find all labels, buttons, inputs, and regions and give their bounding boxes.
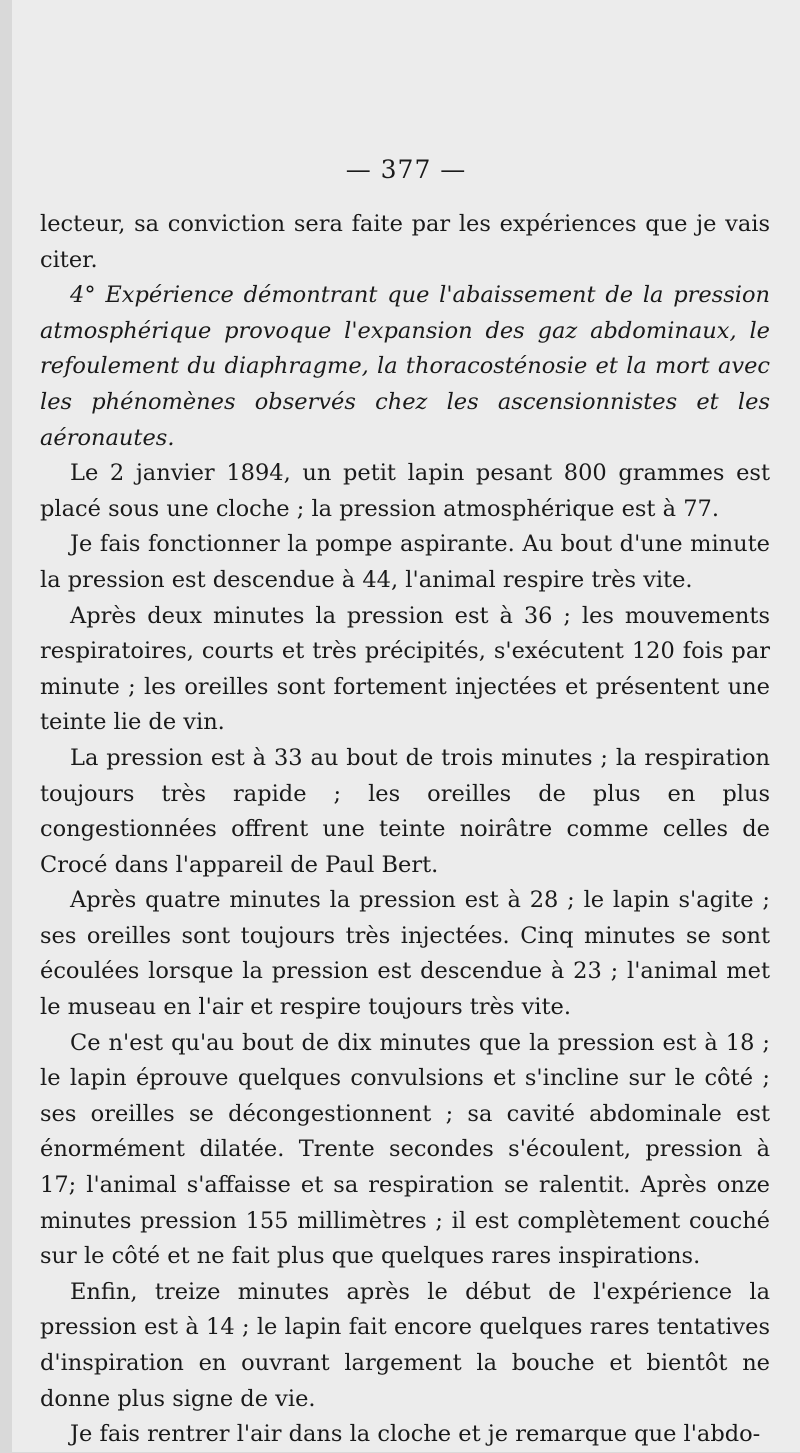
paragraph: Enfin, treize minutes après le début de l'expérience la pression est à 14 ; le lapin fait encore quelques rares tentatives d'inspiration en ouvrant largement la bouche et bientôt ne donne plus signe de vie. bbox=[40, 1278, 770, 1412]
page-number: — 377 — bbox=[345, 155, 467, 184]
paragraph: Je fais rentrer l'air dans la cloche et je remarque que l'abdo- bbox=[70, 1421, 761, 1448]
paragraph: lecteur, sa conviction sera faite par les expériences que je vais citer. bbox=[40, 211, 770, 273]
body-text bbox=[40, 207, 770, 1453]
paragraph: Après quatre minutes la pression est à 28 ; le lapin s'agite ; ses oreilles sont toujours très injectées. Cinq minutes se sont écoulées lorsque la pression est descendue à 23 ; l'animal met le museau en l'air et respire toujours très vite. bbox=[40, 887, 770, 1021]
paragraph: La pression est à 33 au bout de trois minutes ; la respiration toujours très rapide ; les oreilles de plus en plus congestionnées offrent une teinte noirâtre comme celles de Crocé dans l'appareil de Paul Bert. bbox=[40, 744, 770, 878]
paragraph: Le 2 janvier 1894, un petit lapin pesant 800 grammes est placé sous une cloche ; la pression atmosphérique est à 77. bbox=[40, 460, 770, 522]
paragraph: Je fais fonctionner la pompe aspirante. Au bout d'une minute la pression est descendue à 44, l'animal respire très vite. bbox=[40, 531, 770, 593]
paragraph: Ce n'est qu'au bout de dix minutes que la pression est à 18 ; le lapin éprouve quelques convulsions et s'incline sur le côté ; ses oreilles se décongestionnent ; sa cavité abdominale est énormément dilatée. Trente secondes s'écoulent, pression à 17; l'animal s'affaisse et sa respiration se ralentit. Après onze minutes pression 155 millimètres ; il est complètement couché sur le côté et ne fait plus que quelques rares inspirations. bbox=[40, 1029, 770, 1270]
book-page bbox=[12, 0, 800, 1452]
paragraph: Après deux minutes la pression est à 36 ; les mouvements respiratoires, courts et très précipités, s'exécutent 120 fois par minute ; les oreilles sont fortement injectées et présentent une teinte lie de vin. bbox=[40, 602, 770, 736]
experiment-heading: 4° Expérience démontrant que l'abaissement de la pression atmosphérique provoque l'expansion des gaz abdominaux, le refoulement du diaphragme, la thoracosténosie et la mort avec les phénomènes observés chez les ascensionnistes et les aéronautes. bbox=[40, 282, 770, 451]
